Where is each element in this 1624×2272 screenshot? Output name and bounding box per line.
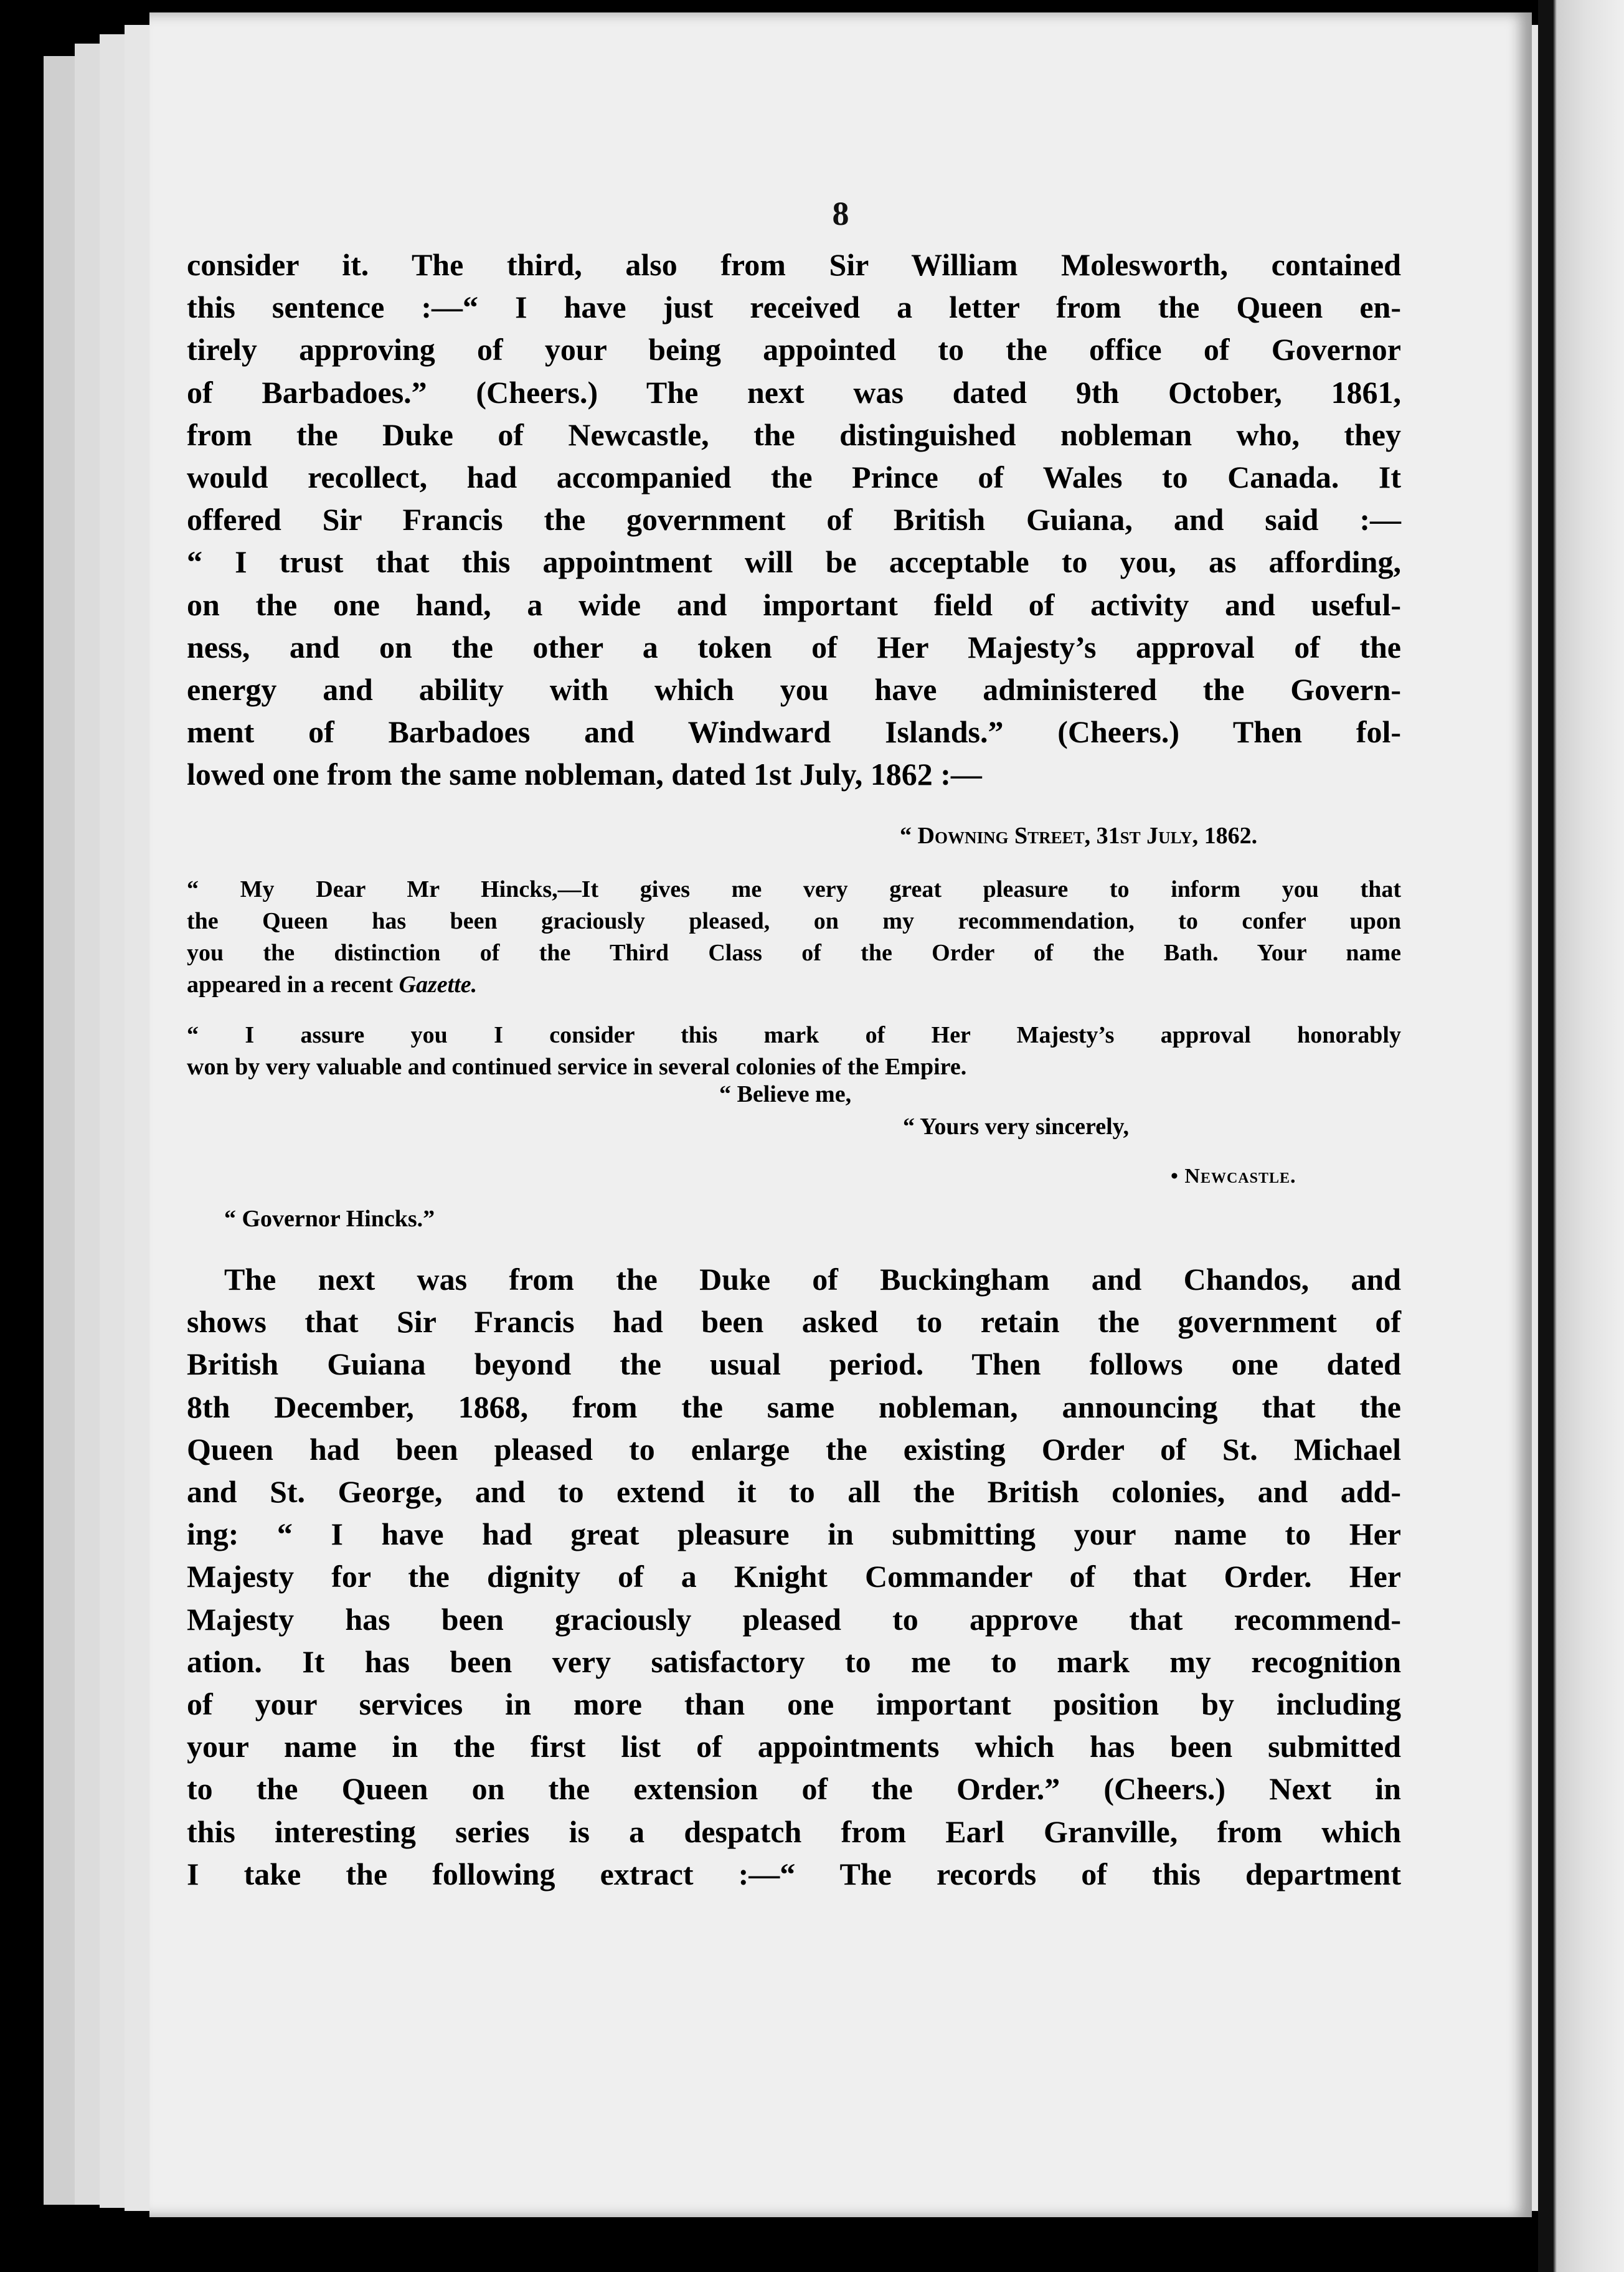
text-line: this interesting series is a despatch from Earl Granville, from which xyxy=(187,1814,1401,1849)
paragraph-2 xyxy=(187,1258,1401,1895)
text-line: Queen had been pleased to enlarge the existing Order of St. Michael xyxy=(187,1431,1401,1467)
letter-signature: • Newcastle. xyxy=(1171,1165,1296,1188)
text-line: ation. It has been very satisfactory to me to mark my recognition xyxy=(187,1644,1401,1679)
letter-line: won by very valuable and continued service in several colonies of the Empire. xyxy=(187,1054,967,1080)
letter-line: “ My Dear Mr Hincks,—It gives me very great pleasure to inform you that xyxy=(187,876,1401,902)
text-line: and St. George, and to extend it to all the British colonies, and add- xyxy=(187,1474,1401,1510)
text-line: The next was from the Duke of Buckingham and Chandos, and xyxy=(224,1262,1401,1297)
text-line: ment of Barbadoes and Windward Islands.” (Cheers.) Then fol- xyxy=(187,714,1401,750)
text-line: “ I trust that this appointment will be acceptable to you, as affording, xyxy=(187,544,1401,580)
page-number: 8 xyxy=(832,195,849,232)
letter-line: “ I assure you I consider this mark of Her Majesty’s approval honorably xyxy=(187,1022,1401,1048)
binding-edge xyxy=(1538,0,1624,2272)
paragraph-1 xyxy=(187,244,1401,796)
text-line: offered Sir Francis the government of British Guiana, and said :— xyxy=(187,502,1401,537)
letter-line xyxy=(187,969,1401,1001)
text-line: on the one hand, a wide and important field of activity and useful- xyxy=(187,587,1401,622)
text-line: Majesty has been graciously pleased to approve that recommend- xyxy=(187,1601,1401,1637)
text-line: energy and ability with which you have administered the Govern- xyxy=(187,672,1401,708)
letter-dateline: “ Downing Street, 31st July, 1862. xyxy=(900,823,1258,849)
text-line: lowed one from the same nobleman, dated 1st July, 1862 :— xyxy=(187,757,982,792)
letter-closing-believe: “ Believe me, xyxy=(719,1081,852,1107)
text-line: tirely approving of your being appointed to the office of Governor xyxy=(187,332,1401,367)
text-line: this sentence :—“ I have just received a letter from the Queen en- xyxy=(187,290,1401,325)
letter-line: the Queen has been graciously pleased, on my recommendation, to confer upon xyxy=(187,908,1401,934)
text-line: I take the following extract :—“ The records of this department xyxy=(187,1856,1401,1891)
text-line: your name in the first list of appointments which has been submitted xyxy=(187,1729,1401,1764)
text-line: to the Queen on the extension of the Order.” (Cheers.) Next in xyxy=(187,1771,1401,1807)
text-line: 8th December, 1868, from the same nobleman, announcing that the xyxy=(187,1389,1401,1424)
text-line: consider it. The third, also from Sir William Molesworth, contained xyxy=(187,247,1401,282)
text-line: from the Duke of Newcastle, the distinguished nobleman who, they xyxy=(187,417,1401,452)
text-line: British Guiana beyond the usual period. Then follows one dated xyxy=(187,1347,1401,1382)
letter-line-text: appeared in a recent xyxy=(187,972,399,998)
text-line: shows that Sir Francis had been asked to retain the government of xyxy=(187,1304,1401,1340)
letter-closing-yours: “ Yours very sincerely, xyxy=(903,1114,1130,1140)
letter-line: you the distinction of the Third Class of the Order of the Bath. Your name xyxy=(187,940,1401,966)
text-line: ness, and on the other a token of Her Majesty’s approval of the xyxy=(187,629,1401,665)
letter-salutation-paragraph xyxy=(187,874,1401,1001)
gazette-title: Gazette. xyxy=(399,972,478,998)
letter-addressee: “ Governor Hincks.” xyxy=(224,1206,435,1232)
text-line: Majesty for the dignity of a Knight Commander of that Order. Her xyxy=(187,1559,1401,1594)
letter-assurance-paragraph xyxy=(187,1020,1401,1083)
text-line: of Barbadoes.” (Cheers.) The next was dated 9th October, 1861, xyxy=(187,374,1401,410)
text-line: would recollect, had accompanied the Prince of Wales to Canada. It xyxy=(187,460,1401,495)
text-line: of your services in more than one important position by including xyxy=(187,1687,1401,1722)
text-line: ing: “ I have had great pleasure in submitting your name to Her xyxy=(187,1517,1401,1552)
